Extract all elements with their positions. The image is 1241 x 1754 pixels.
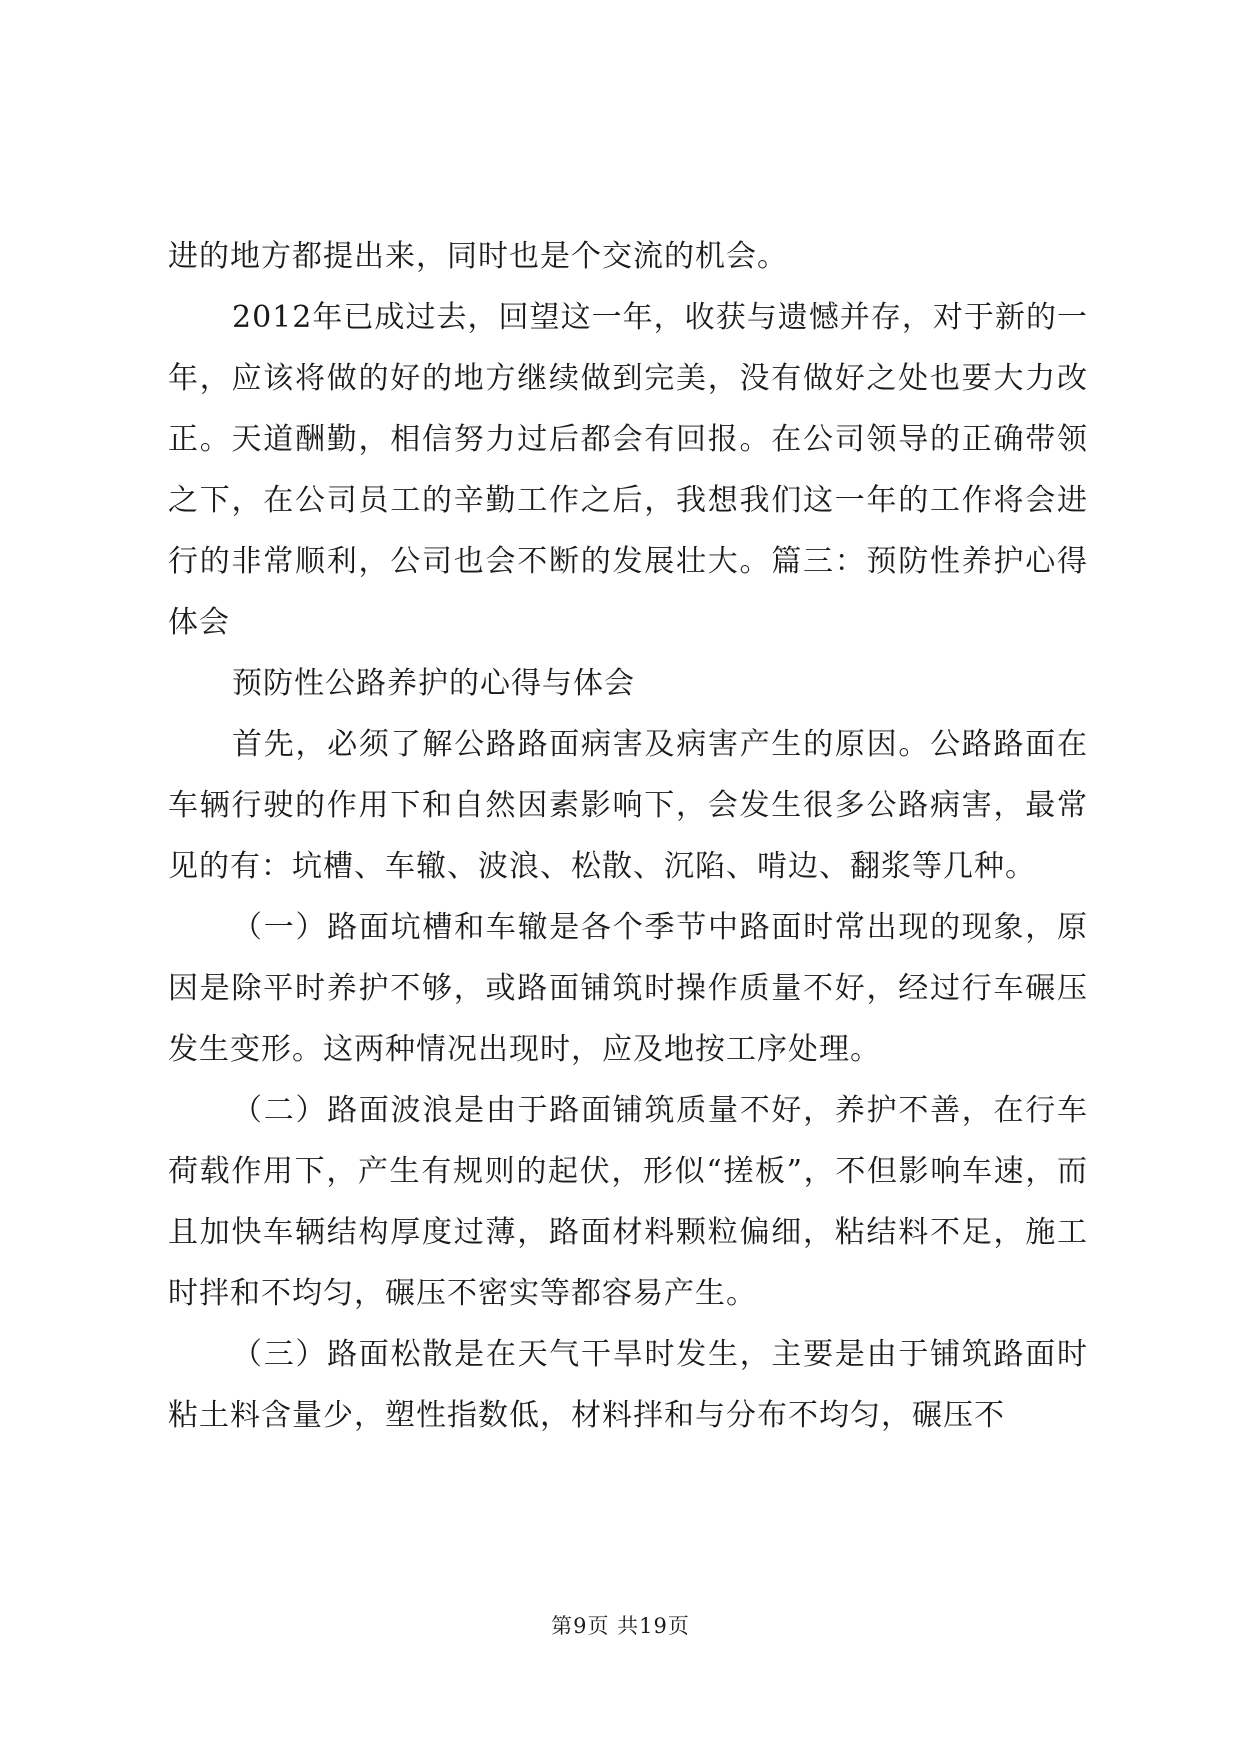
paragraph-7: （三）路面松散是在天气干旱时发生，主要是由于铺筑路面时粘土料含量少，塑性指数低，材料拌和与分布不均匀，碾压不 <box>168 1337 1088 1433</box>
paragraph-4: 首先，必须了解公路路面病害及病害产生的原因。公路路面在车辆行驶的作用下和自然因素影响下，会发生很多公路病害，最常见的有：坑槽、车辙、波浪、松散、沉陷、啃边、翻浆等几种。 <box>168 727 1088 884</box>
paragraph-5: （一）路面坑槽和车辙是各个季节中路面时常出现的现象，原因是除平时养护不够，或路面铺筑时操作质量不好，经过行车碾压发生变形。这两种情况出现时，应及地按工序处理。 <box>168 910 1088 1067</box>
paragraph-1: 进的地方都提出来，同时也是个交流的机会。 <box>168 239 788 274</box>
page-footer: 第9页 共19页 <box>551 1614 690 1638</box>
paragraph-2: 2012年已成过去，回望这一年，收获与遗憾并存，对于新的一年，应该将做的好的地方继续做到完美，没有做好之处也要大力改正。天道酬勤，相信努力过后都会有回报。在公司领导的正确带领之下，在公司员工的辛勤工作之后，我想我们这一年的工作将会进行的非常顺利，公司也会不断的发展壮大。篇三：预防性养护心得体会 <box>168 300 1088 640</box>
paragraph-3-heading: 预防性公路养护的心得与体会 <box>232 666 635 701</box>
body-text <box>168 226 1088 1446</box>
paragraph-6: （二）路面波浪是由于路面铺筑质量不好，养护不善，在行车荷载作用下，产生有规则的起伏，形似“搓板”，不但影响车速，而且加快车辆结构厚度过薄，路面材料颗粒偏细，粘结料不足，施工时拌和不均匀，碾压不密实等都容易产生。 <box>168 1093 1088 1311</box>
